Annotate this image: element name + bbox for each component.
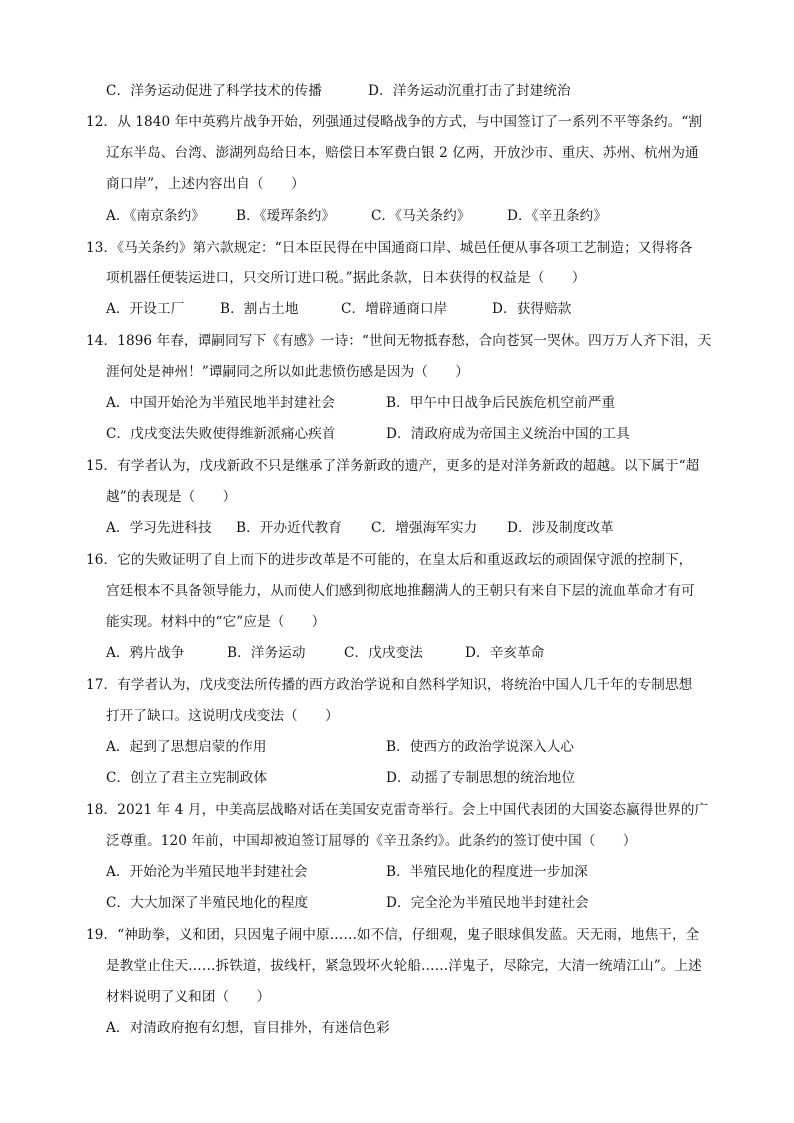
q18-stem-line-1: 18．2021 年 4 月，中美高层战略对话在美国安克雷奇举行。会上中国代表团的大国姿态赢得世界的广 bbox=[86, 802, 709, 818]
q15-stem-line-1: 15．有学者认为，戊戌新政不只是继承了洋务新政的遗产，更多的是对洋务新政的超越。以下属于“超 bbox=[86, 458, 700, 474]
q17-stem-line-2: 打开了缺口。这说明戊戌变法（ ） bbox=[106, 708, 339, 724]
q15-option-d[interactable]: D．涉及制度改革 bbox=[507, 520, 614, 536]
q13-option-d[interactable]: D．获得赔款 bbox=[492, 301, 572, 317]
q18-stem-line-2: 泛尊重。120 年前，中国却被迫签订屈辱的《辛丑条约》。此条约的签订使中国（ ） bbox=[106, 833, 637, 849]
q14-stem-line-2: 涯何处是神州！”谭嗣同之所以如此悲愤伤感是因为（ ） bbox=[106, 364, 470, 380]
q15-option-b[interactable]: B．开办近代教育 bbox=[236, 520, 342, 536]
q17-option-b[interactable]: B．使西方的政治学说深入人心 bbox=[386, 739, 575, 755]
q19-stem-line-3: 材料说明了义和团（ ） bbox=[106, 989, 271, 1005]
q13-stem-line-1: 13．《马关条约》第六款规定：“日本臣民得在中国通商口岸、城邑任便从事各项工艺制造；又得将各 bbox=[86, 240, 693, 256]
q15-stem-line-2: 越”的表现是（ ） bbox=[106, 489, 237, 505]
q16-stem-line-3: 能实现。材料中的“它”应是（ ） bbox=[106, 614, 326, 630]
q16-option-c[interactable]: C．戊戌变法 bbox=[344, 645, 423, 661]
q18-option-c[interactable]: C．大大加深了半殖民地化的程度 bbox=[106, 895, 309, 911]
q17-option-a[interactable]: A．起到了思想启蒙的作用 bbox=[106, 739, 267, 755]
q19-stem-line-2: 是教堂止住天……拆铁道，拔线杆，紧急毁坏火轮船……洋鬼子，尽除完，大清一统靖江山”。上述 bbox=[106, 958, 702, 974]
q13-stem-line-2: 项机器任便装运进口，只交所订进口税。”据此条款，日本获得的权益是（ ） bbox=[106, 270, 586, 286]
q15-option-a[interactable]: A．学习先进科技 bbox=[106, 520, 212, 536]
q12-option-d[interactable]: D．《辛丑条约》 bbox=[507, 208, 608, 224]
q19-stem-line-1: 19．“神助拳，义和团，只因鬼子闹中原……如不信，仔细观，鬼子眼球俱发蓝。天无雨，地焦干，全 bbox=[86, 927, 700, 943]
q14-stem-line-1: 14．1896 年春，谭嗣同写下《有感》一诗：“世间无物抵春愁，合向苍冥一哭休。四万万人齐下泪，天 bbox=[86, 333, 712, 349]
q12-stem-line-1: 12．从 1840 年中英鸦片战争开始，列强通过侵略战争的方式，与中国签订了一系列不平等条约。“割 bbox=[86, 114, 703, 130]
q12-stem-line-3: 商口岸”，上述内容出自（ ） bbox=[106, 176, 305, 192]
q12-option-b[interactable]: B．《瑷珲条约》 bbox=[236, 208, 336, 224]
q19-option-a[interactable]: A．对清政府抱有幻想，盲目排外，有迷信色彩 bbox=[106, 1020, 390, 1036]
q15-option-c[interactable]: C．增强海军实力 bbox=[371, 520, 478, 536]
q13-option-a[interactable]: A．开设工厂 bbox=[106, 301, 185, 317]
q16-stem-line-2: 宫廷根本不具备领导能力，从而使人们感到彻底地推翻满人的王朝只有来自下层的流血革命才有可 bbox=[106, 583, 695, 599]
q16-option-b[interactable]: B．洋务运动 bbox=[227, 645, 306, 661]
q12-option-c[interactable]: C．《马关条约》 bbox=[371, 208, 471, 224]
q14-option-d[interactable]: D．清政府成为帝国主义统治中国的工具 bbox=[386, 426, 630, 442]
q12-stem-line-2: 辽东半岛、台湾、澎湖列岛给日本，赔偿日本军费白银 2 亿两，开放沙市、重庆、苏州、杭州为通 bbox=[106, 145, 699, 161]
q14-option-b[interactable]: B．甲午中日战争后民族危机空前严重 bbox=[386, 395, 616, 411]
q18-option-a[interactable]: A．开始沦为半殖民地半封建社会 bbox=[106, 864, 308, 880]
q18-option-d[interactable]: D．完全沦为半殖民地半封建社会 bbox=[386, 895, 589, 911]
q14-option-a[interactable]: A．中国开始沦为半殖民地半封建社会 bbox=[106, 395, 336, 411]
q16-option-a[interactable]: A．鸦片战争 bbox=[106, 645, 185, 661]
q17-option-d[interactable]: D．动摇了专制思想的统治地位 bbox=[386, 770, 576, 786]
q16-stem-line-1: 16．它的失败证明了自上而下的进步改革是不可能的，在皇太后和重返政坛的顽固保守派的控制下， bbox=[86, 552, 693, 568]
q11-option-c[interactable]: C．洋务运动促进了科学技术的传播 bbox=[106, 83, 322, 99]
q13-option-b[interactable]: B．割占土地 bbox=[220, 301, 299, 317]
q17-stem-line-1: 17．有学者认为，戊戌变法所传播的西方政治学说和自然科学知识，将统治中国人几千年的专制思想 bbox=[86, 677, 693, 693]
q17-option-c[interactable]: C．创立了君主立宪制政体 bbox=[106, 770, 268, 786]
q12-option-a[interactable]: A．《南京条约》 bbox=[106, 208, 205, 224]
q16-option-d[interactable]: D．辛亥革命 bbox=[465, 645, 545, 661]
q11-option-d[interactable]: D．洋务运动沉重打击了封建统治 bbox=[368, 83, 571, 99]
q14-option-c[interactable]: C．戊戌变法失败使得维新派痛心疾首 bbox=[106, 426, 336, 442]
q18-option-b[interactable]: B．半殖民地化的程度进一步加深 bbox=[386, 864, 588, 880]
q13-option-c[interactable]: C．增辟通商口岸 bbox=[341, 301, 448, 317]
